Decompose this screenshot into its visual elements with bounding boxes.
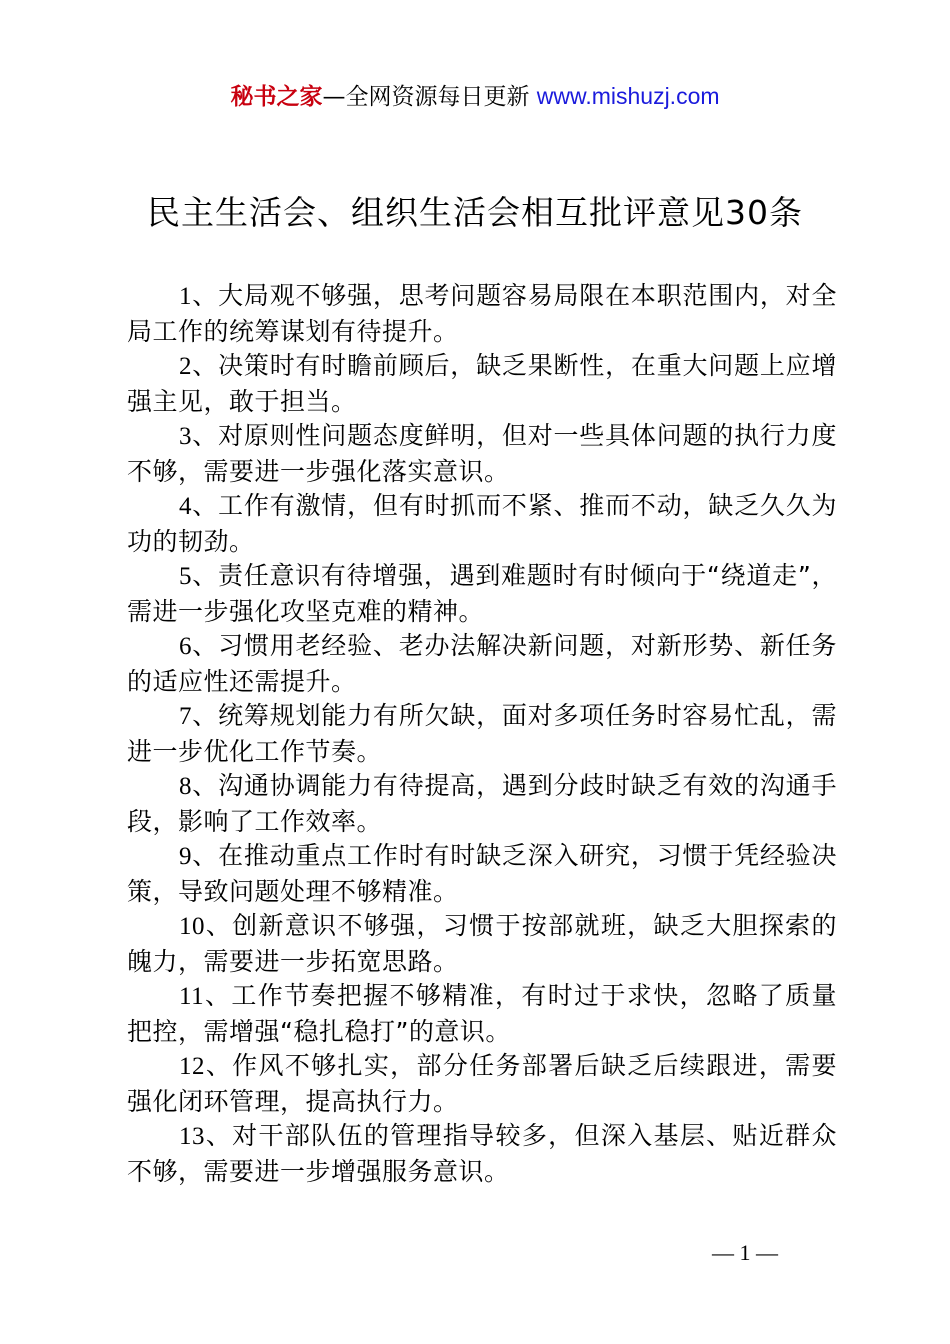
list-item — [127, 489, 837, 559]
item-number: 7 — [179, 703, 192, 730]
document-title: 民主生活会、组织生活会相互批评意见30条 — [147, 193, 803, 232]
item-text: 、工作有激情，但有时抓而不紧、推而不动，缺乏久久为功的韧劲。 — [127, 491, 837, 556]
item-number: 1 — [179, 283, 192, 310]
item-text: 、创新意识不够强，习惯于按部就班，缺乏大胆探索的魄力，需要进一步拓宽思路。 — [127, 911, 837, 976]
item-number: 2 — [179, 353, 192, 380]
list-item — [127, 349, 837, 419]
item-number: 4 — [179, 493, 192, 520]
criticism-list — [127, 279, 837, 1189]
item-text: 、对原则性问题态度鲜明，但对一些具体问题的执行力度不够，需要进一步强化落实意识。 — [127, 421, 837, 486]
item-number: 8 — [179, 773, 192, 800]
list-item — [127, 629, 837, 699]
list-item — [127, 839, 837, 909]
item-number: 10 — [179, 913, 205, 940]
list-item — [127, 769, 837, 839]
list-item — [127, 909, 837, 979]
item-text: 、习惯用老经验、老办法解决新问题，对新形势、新任务的适应性还需提升。 — [127, 631, 837, 696]
item-number: 13 — [179, 1123, 205, 1150]
page-number: — 1 — — [712, 1240, 778, 1265]
list-item — [127, 419, 837, 489]
item-text: 、大局观不够强，思考问题容易局限在本职范围内，对全局工作的统筹谋划有待提升。 — [127, 281, 837, 346]
list-item — [127, 979, 837, 1049]
brand-name: 秘书之家 — [230, 84, 323, 110]
item-text: 、决策时有时瞻前顾后，缺乏果断性，在重大问题上应增强主见，敢于担当。 — [127, 351, 837, 416]
list-item — [127, 1049, 837, 1119]
item-number: 11 — [179, 983, 205, 1010]
list-item — [127, 559, 837, 629]
item-text: 、统筹规划能力有所欠缺，面对多项任务时容易忙乱，需进一步优化工作节奏。 — [127, 701, 837, 766]
item-text: 、对干部队伍的管理指导较多，但深入基层、贴近群众不够，需要进一步增强服务意识。 — [127, 1121, 837, 1186]
site-header — [0, 80, 950, 113]
item-text: 、在推动重点工作时有时缺乏深入研究，习惯于凭经验决策，导致问题处理不够精准。 — [127, 841, 837, 906]
item-text: 、工作节奏把握不够精准，有时过于求快，忽略了质量把控，需增强“稳扎稳打”的意识。 — [127, 981, 837, 1046]
item-number: 6 — [179, 633, 192, 660]
item-text: 、责任意识有待增强，遇到难题时有时倾向于“绕道走”，需进一步强化攻坚克难的精神。 — [127, 561, 837, 626]
item-number: 3 — [179, 423, 192, 450]
item-number: 9 — [179, 843, 192, 870]
list-item — [127, 279, 837, 349]
item-number: 5 — [179, 563, 192, 590]
item-number: 12 — [179, 1053, 205, 1080]
site-url[interactable]: www.mishuzj.com — [536, 83, 720, 109]
list-item — [127, 1119, 837, 1189]
item-text: 、作风不够扎实，部分任务部署后缺乏后续跟进，需要强化闭环管理，提高执行力。 — [127, 1051, 837, 1116]
header-slogan: —全网资源每日更新 — [322, 84, 537, 110]
item-text: 、沟通协调能力有待提高，遇到分歧时缺乏有效的沟通手段，影响了工作效率。 — [127, 771, 837, 836]
list-item — [127, 699, 837, 769]
